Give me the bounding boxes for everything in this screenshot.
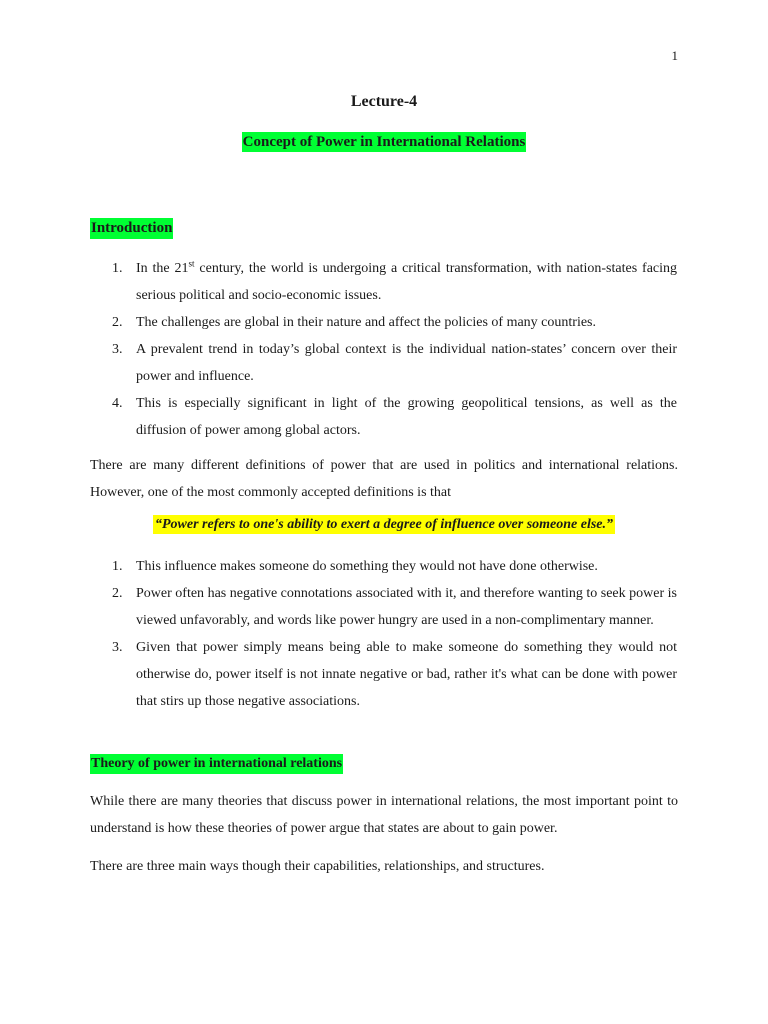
list-item-text: The challenges are global in their nature and affect the policies of many countries. xyxy=(136,315,597,330)
list-item xyxy=(90,553,677,580)
list-item-text: A prevalent trend in today’s global context is the individual nation-states’ concern over their power and influence. xyxy=(136,342,677,384)
theory-heading: Theory of power in international relations xyxy=(90,754,343,774)
list-item-number: 1. xyxy=(112,559,123,574)
list-item xyxy=(90,580,677,634)
list-item-number: 3. xyxy=(112,640,123,655)
list-item-number: 2. xyxy=(112,586,123,601)
three-ways-paragraph: There are three main ways though their capabilities, relationships, and structures. xyxy=(90,859,545,874)
list-item xyxy=(90,255,677,309)
list-item-text: century, the world is undergoing a critical transformation, with nation-states facing serious political and socio-economic issues. xyxy=(136,261,678,303)
list-item-text: In the 21 xyxy=(136,261,189,276)
list-item xyxy=(90,336,677,390)
list-item xyxy=(90,309,677,336)
list-item-text: Given that power simply means being able to make someone do something they would not otherwise do, power itself is not innate negative or bad, rather it's what can be done with power that stirs up those negative associations. xyxy=(136,640,677,709)
list-item-text: Power often has negative connotations associated with it, and therefore wanting to seek power is viewed unfavorably, and words like power hungry are used in a non-complimentary manner. xyxy=(136,586,677,628)
influence-list xyxy=(90,553,677,715)
list-item-number: 2. xyxy=(112,315,123,330)
page-title: Lecture-4 xyxy=(350,93,418,110)
list-item-number: 1. xyxy=(112,261,123,276)
quote-container xyxy=(0,517,768,533)
list-item-number: 4. xyxy=(112,396,123,411)
page-subtitle: Concept of Power in International Relations xyxy=(242,134,526,150)
introduction-list xyxy=(90,255,677,444)
superscript: st xyxy=(188,258,195,269)
definitions-paragraph: There are many different definitions of power that are used in politics and international relations. However, one of the most commonly accepted definitions is that xyxy=(90,458,678,500)
list-item xyxy=(90,390,677,444)
list-item-text: This is especially significant in light of the growing geopolitical tensions, as well as the diffusion of power among global actors. xyxy=(136,396,677,438)
list-item xyxy=(90,634,677,715)
power-definition-quote: “Power refers to one's ability to exert a degree of influence over someone else.” xyxy=(154,517,614,532)
page-number: 1 xyxy=(671,48,678,63)
theory-paragraph: While there are many theories that discuss power in international relations, the most important point to understand is how these theories of power argue that states are about to gain power. xyxy=(90,794,678,836)
introduction-heading: Introduction xyxy=(90,218,173,239)
list-item-text: This influence makes someone do something they would not have done otherwise. xyxy=(136,559,598,574)
list-item-number: 3. xyxy=(112,342,123,357)
subtitle-container xyxy=(0,134,768,151)
